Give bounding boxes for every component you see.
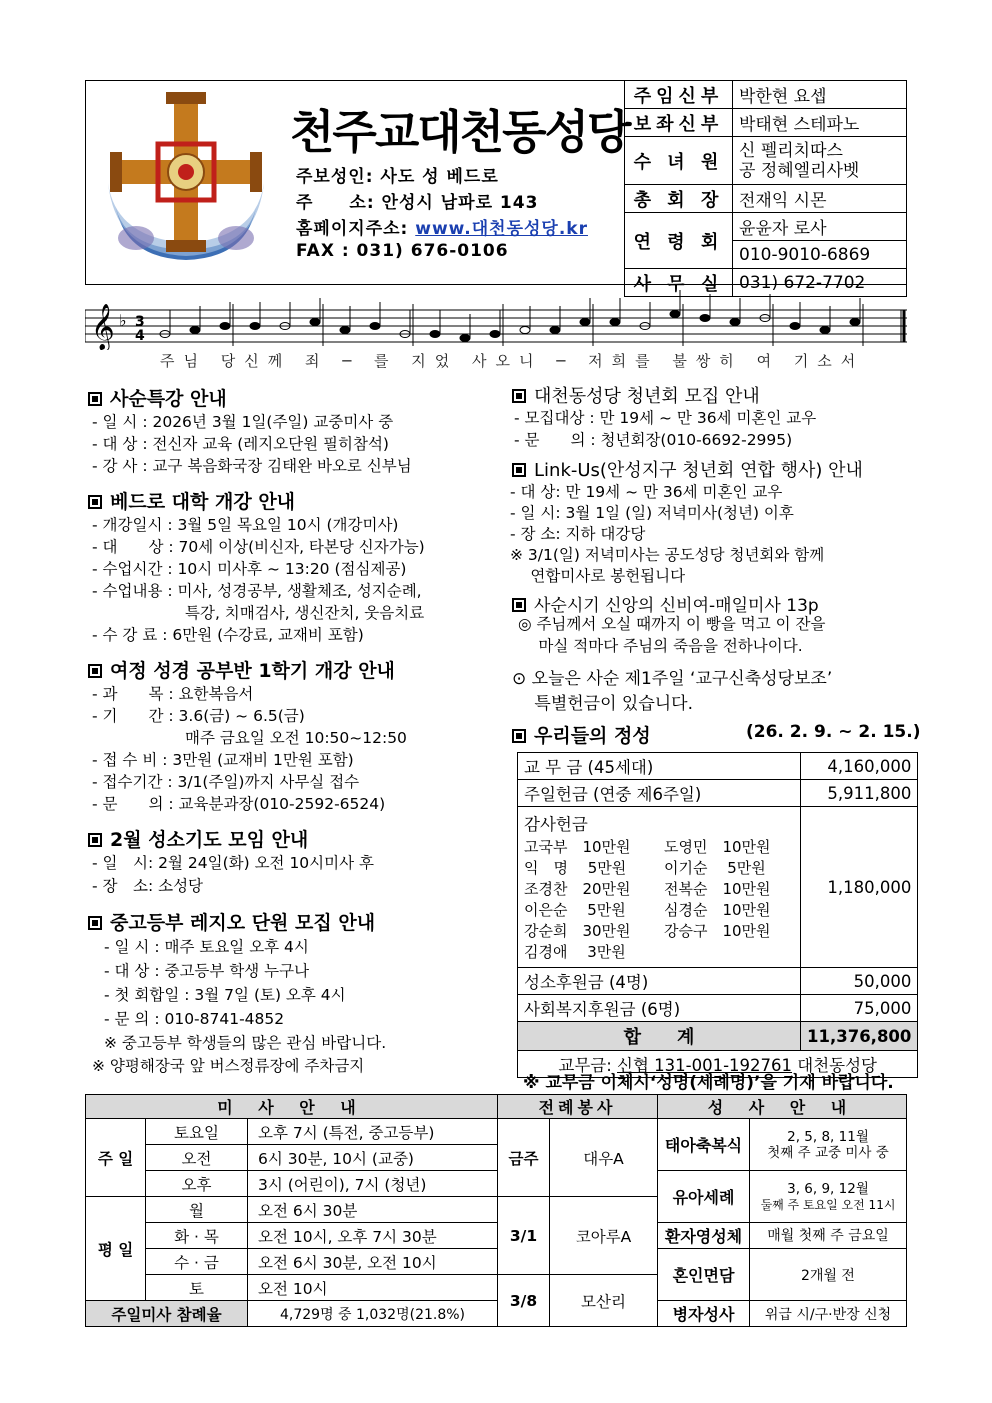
schedule-table (85, 1094, 907, 1327)
music-note (460, 335, 470, 342)
clergy-label: 연 령 회 (625, 213, 733, 269)
clergy-value: 031) 672-7702 (733, 269, 907, 297)
mass-header: 미 사 안 내 (86, 1095, 498, 1119)
text-line: 특별헌금이 있습니다. (512, 694, 694, 714)
sister-name-1: 신 펠리치따스 (739, 140, 843, 161)
text-line: - 장 소: 지하 대강당 (510, 525, 646, 543)
text-line: - 수업시간 : 10시 미사후 ~ 13:20 (점심제공) (92, 560, 407, 578)
mass-day: 오전 (146, 1145, 248, 1171)
mass-time: 6시 30분, 10시 (교중) (248, 1145, 498, 1171)
text-line: ◎ 주님께서 오실 때까지 이 빵을 먹고 이 잔을 (518, 615, 826, 633)
text-line: - 장 소: 소성당 (92, 877, 204, 895)
sacrament-name: 병자성사 (658, 1301, 750, 1327)
section-title-text: 여정 성경 공부반 1학기 개강 안내 (110, 660, 395, 682)
svg-text:3: 3 (135, 314, 145, 330)
linkus-title (512, 456, 863, 482)
sacrament-info (750, 1119, 907, 1171)
text-line: - 수 강 료 : 6만원 (수강료, 교재비 포함) (92, 626, 364, 644)
music-note (670, 311, 680, 318)
church-title: 천주교대천동성당 (290, 105, 630, 159)
thanks-entry: 강승구 10만원 (664, 922, 771, 940)
section-title-text: 사순시기 신앙의 신비여-매일미사 13p (534, 596, 819, 616)
text-line: - 대 상 : 전신자 교육 (레지오단원 필히참석) (92, 435, 389, 453)
music-note (580, 319, 590, 326)
music-note (250, 323, 260, 330)
music-note (490, 331, 500, 338)
music-note (430, 331, 440, 338)
sacrament-info-1: 2, 5, 8, 11월 (787, 1128, 869, 1145)
music-note (850, 319, 860, 326)
clergy-label: 총 회 장 (625, 185, 733, 213)
mass-time: 오전 6시 30분, 오전 10시 (248, 1249, 498, 1275)
music-note (790, 323, 800, 330)
account-note: ※ 교무금 이체시‘성명(세례명)’을 기재 바랍니다. (523, 1073, 894, 1093)
text-line: ※ 3/1(일) 저녁미사는 공도성당 청년회와 함께 (510, 546, 825, 564)
clergy-phone: 010-9010-6869 (733, 241, 907, 269)
text-line: - 수업내용 : 미사, 성경공부, 생활체조, 성지순례, (92, 582, 422, 600)
clergy-label: 주임신부 (625, 81, 733, 109)
account-number: 신협 131-001-192761 (617, 1056, 793, 1075)
offering-amount: 5,911,800 (801, 780, 918, 807)
text-line: - 문 의 : 010-8741-4852 (104, 1010, 285, 1028)
mass-time: 3시 (어린이), 7시 (청년) (248, 1171, 498, 1197)
text-line: - 개강일시 : 3월 5일 목요일 10시 (개강미사) (92, 516, 399, 534)
sacrament-info: 위급 시/구·반장 신청 (750, 1301, 907, 1327)
serve-team: 코아루A (550, 1197, 658, 1275)
text-line: - 첫 회합일 : 3월 7일 (토) 오후 4시 (104, 986, 346, 1004)
clergy-label: 수 녀 원 (625, 137, 733, 185)
account-prefix: 교무금: (558, 1056, 618, 1075)
serve-date: 3/1 (498, 1197, 550, 1275)
text-line: - 대 상 : 70세 이상(비신자, 타본당 신자가능) (92, 538, 425, 556)
serve-team: 모산리 (550, 1275, 658, 1327)
church-logo-icon (96, 88, 276, 268)
sacrament-name: 환자영성체 (658, 1223, 750, 1249)
mass-time: 오전 10시, 오후 7시 30분 (248, 1223, 498, 1249)
clergy-label: 보좌신부 (625, 109, 733, 137)
thanks-list (524, 837, 794, 963)
offering-label: 교 무 금 (45세대) (518, 753, 801, 780)
text-line: - 대 상: 만 19세 ~ 만 36세 미혼인 교우 (510, 483, 783, 501)
account-suffix: 대천동성당 (792, 1056, 877, 1075)
weekday-label: 평 일 (86, 1197, 146, 1301)
serve-team: 대우A (550, 1119, 658, 1197)
hymn-lyrics: 주님 당신께 죄 ─ 를 지었 사오니 ─ 저희를 불쌍히 여 기소서 (160, 352, 865, 370)
mass-day: 토요일 (146, 1119, 248, 1145)
offering-label: 사회복지후원금 (6명) (518, 995, 801, 1022)
sunday-label: 주 일 (86, 1119, 146, 1197)
text-line: - 접 수 비 : 3만원 (교재비 1만원 포함) (92, 751, 354, 769)
music-note (820, 327, 830, 334)
address: 주 소: 안성시 남파로 143 (296, 193, 539, 213)
lenten-lecture-title (88, 384, 227, 411)
section-title-text: 대천동성당 청년회 모집 안내 (534, 386, 760, 407)
fax: FAX : 031) 676-0106 (296, 241, 509, 261)
section-title-text: 2월 성소기도 모임 안내 (110, 829, 309, 851)
mass-day: 화 · 목 (146, 1223, 248, 1249)
serve-date: 3/8 (498, 1275, 550, 1327)
text-line: - 강 사 : 교구 복음화국장 김태완 바오로 신부님 (92, 457, 412, 475)
section-title-text: Link-Us(안성지구 청년회 연합 행사) 안내 (534, 460, 863, 481)
music-note (190, 327, 200, 334)
offering-label: 성소후원금 (4명) (518, 968, 801, 995)
clergy-value: 윤윤자 로사 (733, 213, 907, 241)
thanks-label: 감사헌금 (524, 815, 588, 834)
music-note (340, 327, 350, 334)
clergy-value (733, 137, 907, 185)
text-line: 매주 금요일 오전 10:50~12:50 (92, 729, 407, 747)
clergy-label: 사 무 실 (625, 269, 733, 297)
parking-note: ※ 양평해장국 앞 버스정류장에 주차금지 (92, 1057, 365, 1075)
text-line: - 과 목 : 요한복음서 (92, 685, 254, 703)
thanks-entry: 조경찬 20만원 (524, 880, 631, 898)
clergy-value: 박태현 스테파노 (733, 109, 907, 137)
mass-time: 오후 7시 (특전, 중고등부) (248, 1119, 498, 1145)
patron-saint: 주보성인: 사도 성 베드로 (296, 167, 499, 187)
svg-text:♭: ♭ (119, 311, 127, 330)
text-line: - 대 상 : 중고등부 학생 누구나 (104, 962, 310, 980)
thanks-entry: 익 명 5만원 (524, 859, 627, 877)
thanks-entry: 이기순 5만원 (664, 859, 766, 877)
text-line: 마실 적마다 주님의 죽음을 전하나이다. (518, 637, 803, 655)
section-title-text: 사순특강 안내 (110, 388, 227, 410)
thanks-entry: 도영민 10만원 (664, 838, 771, 856)
mass-day: 월 (146, 1197, 248, 1223)
text-line: - 일 시: 2월 24일(화) 오전 10시미사 후 (92, 854, 374, 872)
total-amount: 11,376,800 (801, 1022, 918, 1051)
music-note (310, 319, 320, 326)
clergy-value: 박한현 요셉 (733, 81, 907, 109)
thanks-entry (664, 942, 794, 963)
thanks-entry: 이은순 5만원 (524, 901, 626, 919)
text-line: 특강, 치매검사, 생신잔치, 웃음치료 (92, 604, 425, 622)
clergy-value: 전재익 시몬 (733, 185, 907, 213)
homepage-label: 홈페이지주소: (296, 219, 416, 239)
attendance-label: 주일미사 참례율 (86, 1301, 248, 1327)
music-note (730, 319, 740, 326)
vocation-prayer-title (88, 825, 308, 852)
music-note (220, 323, 230, 330)
serve-header: 전례봉사 (498, 1095, 658, 1119)
bible-study-title (88, 656, 395, 683)
mass-day: 오후 (146, 1171, 248, 1197)
text-line: - 문 의 : 청년회장(010-6692-2995) (514, 431, 793, 449)
offering-amount: 4,160,000 (801, 753, 918, 780)
thanks-amount: 1,180,000 (801, 807, 918, 968)
music-note (610, 319, 620, 326)
youth-legio-title (88, 908, 375, 935)
sacrament-info-2: 첫째 주 교중 미사 중 (767, 1144, 889, 1161)
text-line: - 일 시 : 2026년 3월 1일(주일) 교중미사 중 (92, 413, 394, 431)
sacrament-name: 유아세례 (658, 1171, 750, 1223)
music-note (700, 315, 710, 322)
mass-time: 오전 6시 30분 (248, 1197, 498, 1223)
offering-amount: 50,000 (801, 968, 918, 995)
svg-text:𝄞: 𝄞 (91, 304, 115, 350)
offering-amount: 75,000 (801, 995, 918, 1022)
sacrament-header: 성 사 안 내 (658, 1095, 907, 1119)
clergy-table (624, 80, 907, 297)
music-note (520, 327, 530, 334)
sacrament-info: 매월 첫째 주 금요일 (750, 1223, 907, 1249)
text-line: ⊙ 오늘은 사순 제1주일 ‘교구신축성당보조’ (512, 669, 833, 689)
section-title-text: 중고등부 레지오 단원 모집 안내 (110, 912, 376, 934)
offering-label: 주일헌금 (연중 제6주일) (518, 780, 801, 807)
text-line: - 일 시: 3월 1일 (일) 저녁미사(청년) 이후 (510, 504, 794, 522)
thanks-entry: 심경순 10만원 (664, 901, 771, 919)
sacrament-info: 2개월 전 (750, 1249, 907, 1301)
music-note (370, 323, 380, 330)
thanks-entry: 김경애 3만원 (524, 943, 626, 961)
thanks-cell (518, 807, 801, 968)
mass-time: 오전 10시 (248, 1275, 498, 1301)
sacrament-info-1: 3, 6, 9, 12월 (787, 1180, 869, 1197)
thanks-entry: 전복순 10만원 (664, 880, 771, 898)
offering-title (512, 721, 651, 748)
attendance-value: 4,729명 중 1,032명(21.8%) (248, 1301, 498, 1327)
text-line: - 모집대상 : 만 19세 ~ 만 36세 미혼인 교우 (514, 409, 817, 427)
homepage-link[interactable]: www.대천동성당.kr (415, 219, 588, 239)
sacrament-name: 태아축복식 (658, 1119, 750, 1171)
mass-day: 수 · 금 (146, 1249, 248, 1275)
mass-day: 토 (146, 1275, 248, 1301)
sacrament-name: 혼인면담 (658, 1249, 750, 1301)
thanks-entry: 고국부 10만원 (524, 838, 631, 856)
text-line: - 문 의 : 교육분과장(010-2592-6524) (92, 795, 386, 813)
music-note (550, 327, 560, 334)
text-line: - 일 시 : 매주 토요일 오후 4시 (104, 938, 309, 956)
peter-college-title (88, 487, 295, 514)
serve-date: 금주 (498, 1119, 550, 1197)
thanks-entry: 강순희 30만원 (524, 922, 631, 940)
youth-recruit-title (512, 382, 760, 408)
text-line: - 접수기간 : 3/1(주일)까지 사무실 접수 (92, 773, 360, 791)
text-line: ※ 중고등부 학생들의 많은 관심 바랍니다. (104, 1034, 387, 1052)
homepage-line (296, 214, 588, 239)
section-title-text: 우리들의 정성 (534, 725, 651, 747)
music-staff (85, 290, 907, 350)
text-line: 연합미사로 봉헌됩니다 (510, 567, 686, 585)
sacrament-info (750, 1171, 907, 1223)
offering-table (517, 752, 918, 1078)
offering-period: (26. 2. 9. ~ 2. 15.) (746, 722, 921, 742)
sister-name-2: 공 정혜엘리사벳 (739, 160, 860, 181)
sacrament-info-2: 둘째 주 토요일 오전 11시 (760, 1197, 896, 1212)
total-label: 합 계 (518, 1022, 801, 1051)
svg-text:4: 4 (135, 328, 145, 344)
text-line: - 기 간 : 3.6(금) ~ 6.5(금) (92, 707, 305, 725)
section-title-text: 베드로 대학 개강 안내 (110, 491, 296, 513)
